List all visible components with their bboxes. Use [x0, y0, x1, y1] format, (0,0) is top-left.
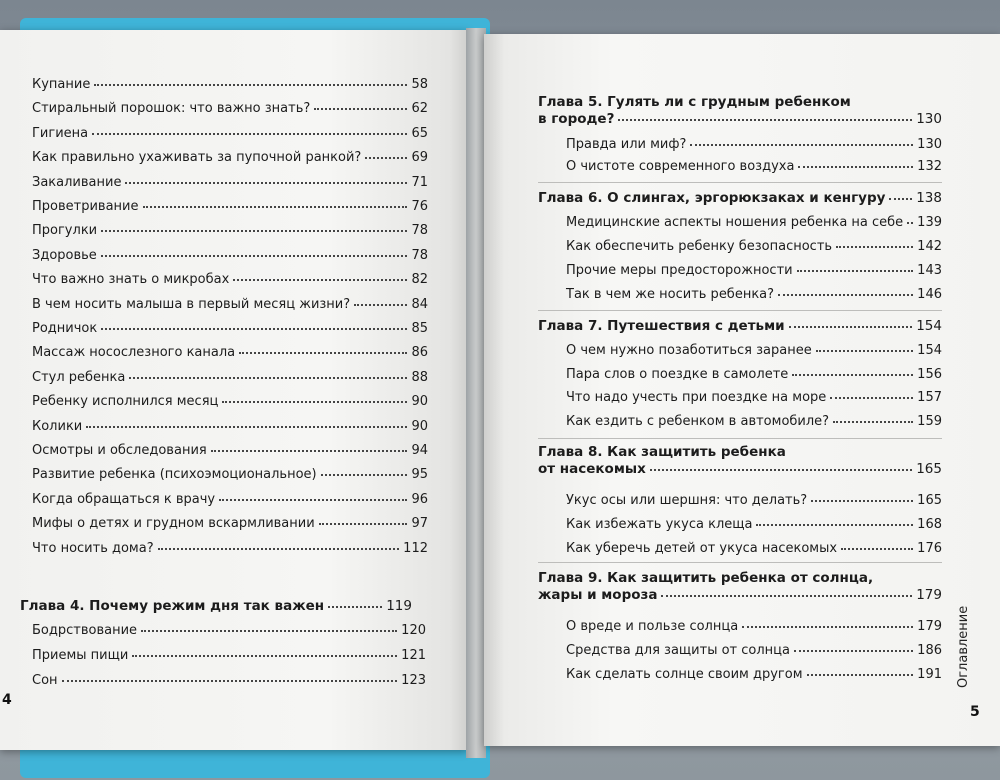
page-number: 112	[403, 540, 428, 556]
leader-dots	[354, 303, 407, 306]
leader-dots	[319, 522, 408, 525]
leader-dots	[742, 625, 913, 628]
leader-dots	[907, 221, 913, 224]
entry-title: Здоровье	[32, 247, 97, 263]
leader-dots	[314, 107, 407, 110]
page-number: 84	[411, 296, 428, 312]
toc-entry[interactable]	[32, 247, 428, 264]
toc-entry[interactable]	[32, 442, 428, 459]
chapter-title: Глава 6. О слингах, эргорюкзаках и кенгуру	[538, 190, 886, 206]
entry-title: О вреде и пользе солнца	[566, 619, 739, 634]
page-number: 186	[917, 643, 942, 658]
toc-entry[interactable]	[566, 540, 942, 557]
toc-entry[interactable]	[566, 136, 942, 153]
leader-dots	[143, 205, 408, 208]
entry-title: Как уберечь детей от укуса насекомых	[566, 541, 838, 556]
toc-entry[interactable]	[566, 366, 942, 383]
entry-title: Осмотры и обследования	[32, 443, 207, 458]
leader-dots	[141, 629, 397, 632]
chapter-title-line2: в городе?	[538, 111, 615, 127]
leader-dots	[101, 254, 408, 257]
page-number: 85	[411, 321, 428, 336]
leader-dots	[690, 143, 913, 146]
leader-dots	[816, 349, 913, 352]
toc-entry[interactable]	[566, 158, 942, 175]
entry-title: Как сделать солнце своим другом	[566, 667, 803, 682]
toc-entry[interactable]	[32, 296, 428, 313]
entry-title: Закаливание	[32, 174, 122, 190]
toc-entry[interactable]	[32, 149, 428, 166]
page-number: 95	[411, 467, 428, 483]
page-number: 69	[411, 150, 428, 166]
leader-dots	[222, 400, 407, 403]
entry-title: Когда обращаться к врачу	[32, 491, 216, 507]
leader-dots	[101, 229, 407, 232]
page-number: 142	[917, 239, 942, 254]
toc-entry[interactable]	[566, 492, 942, 509]
leader-dots	[125, 181, 407, 184]
page-number: 159	[917, 413, 942, 429]
leader-dots	[62, 679, 398, 682]
leader-dots	[618, 118, 912, 121]
chapter-title-line1: Глава 5. Гулять ли с грудным ребенком	[538, 94, 851, 110]
entry-title: Купание	[32, 77, 91, 92]
page-folio: 4	[2, 692, 12, 708]
page-number: 96	[411, 491, 428, 507]
entry-title: Гигиена	[32, 125, 89, 141]
leader-dots	[328, 605, 382, 608]
leader-dots	[132, 654, 397, 657]
toc-entry[interactable]	[32, 174, 428, 191]
page-number: 130	[916, 111, 942, 127]
page-number: 154	[916, 318, 942, 334]
page-number: 120	[401, 623, 426, 638]
section-divider	[538, 310, 942, 311]
entry-title: В чем носить малыша в первый месяц жизни?	[32, 296, 351, 312]
chapter-4-heading[interactable]	[20, 598, 412, 615]
entry-title: Как правильно ухаживать за пупочной ранкой?	[32, 150, 362, 166]
leader-dots	[797, 269, 914, 272]
book-gutter	[466, 28, 486, 758]
page-number: 71	[411, 174, 428, 190]
toc-entry[interactable]	[566, 642, 942, 659]
page-folio: 5	[970, 704, 980, 720]
section-divider	[538, 182, 942, 183]
chapter-title-line2: от насекомых	[538, 461, 646, 477]
page-number: 143	[917, 263, 942, 278]
toc-entry[interactable]	[32, 540, 428, 557]
toc-entry[interactable]	[32, 515, 428, 532]
entry-title: Бодрствование	[32, 623, 138, 638]
entry-title: Проветривание	[32, 199, 139, 214]
entry-title: Как обеспечить ребенку безопасность	[566, 239, 833, 254]
left-page	[0, 30, 468, 750]
chapter-title-line1: Глава 8. Как защитить ребенка	[538, 444, 786, 460]
page-number: 179	[916, 587, 942, 603]
entry-title: Что носить дома?	[32, 540, 154, 556]
chapter-title: Глава 4. Почему режим дня так важен	[20, 598, 325, 614]
entry-title: Прогулки	[32, 223, 98, 239]
page-number: 168	[917, 517, 942, 532]
toc-entry[interactable]	[566, 618, 942, 635]
leader-dots	[321, 473, 408, 476]
toc-entry[interactable]	[32, 222, 428, 239]
toc-entry[interactable]	[32, 369, 428, 386]
entry-title: Колики	[32, 418, 83, 434]
leader-dots	[792, 373, 913, 376]
leader-dots	[101, 327, 407, 330]
page-number: 65	[411, 125, 428, 141]
entry-title: Родничок	[32, 321, 98, 336]
entry-title: Приемы пищи	[32, 648, 129, 663]
entry-title: Укус осы или шершня: что делать?	[566, 493, 808, 508]
chapter-title-line1: Глава 9. Как защитить ребенка от солнца,	[538, 570, 874, 586]
entry-title: Мифы о детях и грудном вскармливании	[32, 516, 315, 532]
leader-dots	[233, 278, 407, 281]
toc-entry[interactable]	[32, 466, 428, 483]
entry-title: Как избежать укуса клеща	[566, 517, 753, 532]
toc-entry[interactable]	[32, 622, 426, 639]
entry-title: Стиральный порошок: что важно знать?	[32, 101, 311, 117]
leader-dots	[650, 468, 912, 471]
page-number: 82	[411, 272, 428, 288]
entry-title: Средства для защиты от солнца	[566, 643, 790, 658]
leader-dots	[841, 547, 913, 550]
entry-title: Сон	[32, 673, 58, 688]
chapter-title: Глава 7. Путешествия с детьми	[538, 318, 785, 334]
page-number: 165	[917, 493, 942, 508]
section-divider	[538, 438, 942, 439]
leader-dots	[86, 425, 407, 428]
page-number: 86	[411, 345, 428, 361]
entry-title: Развитие ребенка (психоэмоциональное)	[32, 467, 317, 483]
page-number: 78	[411, 247, 428, 263]
leader-dots	[158, 547, 400, 550]
entry-title: О чистоте современного воздуха	[566, 159, 795, 174]
toc-entry[interactable]	[566, 389, 942, 406]
entry-title: Стул ребенка	[32, 369, 126, 385]
page-number: 146	[917, 287, 942, 302]
leader-dots	[756, 523, 913, 526]
leader-dots	[365, 156, 407, 159]
entry-title: Что надо учесть при поездке на море	[566, 390, 827, 405]
toc-entry[interactable]	[32, 271, 428, 288]
toc-entry[interactable]	[32, 76, 428, 93]
toc-entry[interactable]	[566, 413, 942, 430]
page-number: 90	[411, 394, 428, 410]
page-number: 138	[916, 190, 942, 206]
leader-dots	[830, 396, 913, 399]
entry-title: Так в чем же носить ребенка?	[566, 287, 775, 302]
page-number: 94	[411, 443, 428, 458]
toc-entry[interactable]	[32, 100, 428, 117]
page-number: 62	[411, 101, 428, 117]
toc-entry[interactable]	[32, 647, 426, 664]
page-number: 139	[917, 215, 942, 230]
page-number: 165	[916, 461, 942, 477]
toc-entry[interactable]	[566, 262, 942, 279]
toc-entry[interactable]	[566, 214, 942, 231]
leader-dots	[807, 673, 914, 676]
leader-dots	[789, 325, 913, 328]
entry-title: Массаж носослезного канала	[32, 345, 236, 361]
toc-entry[interactable]	[32, 491, 428, 508]
chapter-8-heading[interactable]	[538, 444, 942, 478]
toc-entry[interactable]	[32, 418, 428, 435]
page-number: 58	[411, 77, 428, 92]
page-number: 123	[401, 673, 426, 688]
page-number: 97	[411, 516, 428, 532]
toc-entry[interactable]	[32, 320, 428, 337]
chapter-6-heading[interactable]	[538, 190, 942, 207]
toc-entry[interactable]	[32, 393, 428, 410]
page-number: 154	[917, 343, 942, 358]
chapter-title-line2: жары и мороза	[538, 587, 658, 603]
leader-dots	[219, 498, 407, 501]
toc-entry[interactable]	[566, 516, 942, 533]
toc-entry[interactable]	[566, 286, 942, 303]
right-page	[484, 34, 1000, 746]
chapter-7-heading[interactable]	[538, 318, 942, 335]
leader-dots	[778, 293, 913, 296]
entry-title: Как ездить с ребенком в автомобиле?	[566, 413, 830, 429]
page-number: 78	[411, 223, 428, 239]
chapter-5-heading[interactable]	[538, 94, 942, 128]
leader-dots	[661, 594, 912, 597]
leader-dots	[92, 132, 407, 135]
toc-entry[interactable]	[566, 238, 942, 255]
leader-dots	[889, 197, 912, 200]
page-number: 179	[917, 619, 942, 634]
page-number: 132	[917, 159, 942, 174]
entry-title: Что важно знать о микробах	[32, 272, 230, 288]
toc-entry[interactable]	[566, 666, 942, 683]
page-number: 157	[917, 390, 942, 405]
entry-title: Ребенку исполнился месяц	[32, 394, 219, 410]
leader-dots	[836, 245, 913, 248]
entry-title: О чем нужно позаботиться заранее	[566, 343, 812, 358]
toc-entry[interactable]	[32, 344, 428, 361]
toc-entry[interactable]	[32, 672, 426, 689]
page-number: 156	[917, 366, 942, 382]
page-number: 119	[386, 598, 412, 614]
entry-title: Правда или миф?	[566, 137, 687, 152]
page-number: 121	[401, 648, 426, 663]
leader-dots	[811, 499, 913, 502]
section-divider	[538, 562, 942, 563]
page-number: 176	[917, 541, 942, 556]
entry-title: Пара слов о поездке в самолете	[566, 366, 789, 382]
entry-title: Прочие меры предосторожности	[566, 263, 793, 278]
toc-entry[interactable]	[566, 342, 942, 359]
leader-dots	[211, 449, 408, 452]
running-head: Оглавление	[956, 605, 971, 688]
leader-dots	[833, 420, 913, 423]
leader-dots	[798, 165, 913, 168]
page-number: 130	[917, 137, 942, 152]
leader-dots	[129, 376, 407, 379]
leader-dots	[794, 649, 913, 652]
page-number: 76	[411, 199, 428, 214]
leader-dots	[239, 351, 407, 354]
page-number: 90	[411, 418, 428, 434]
page-number: 88	[411, 369, 428, 385]
toc-entry[interactable]	[32, 125, 428, 142]
page-number: 191	[917, 667, 942, 682]
chapter-9-heading[interactable]	[538, 570, 942, 604]
toc-entry[interactable]	[32, 198, 428, 215]
entry-title: Медицинские аспекты ношения ребенка на себе	[566, 215, 904, 230]
leader-dots	[94, 83, 407, 86]
